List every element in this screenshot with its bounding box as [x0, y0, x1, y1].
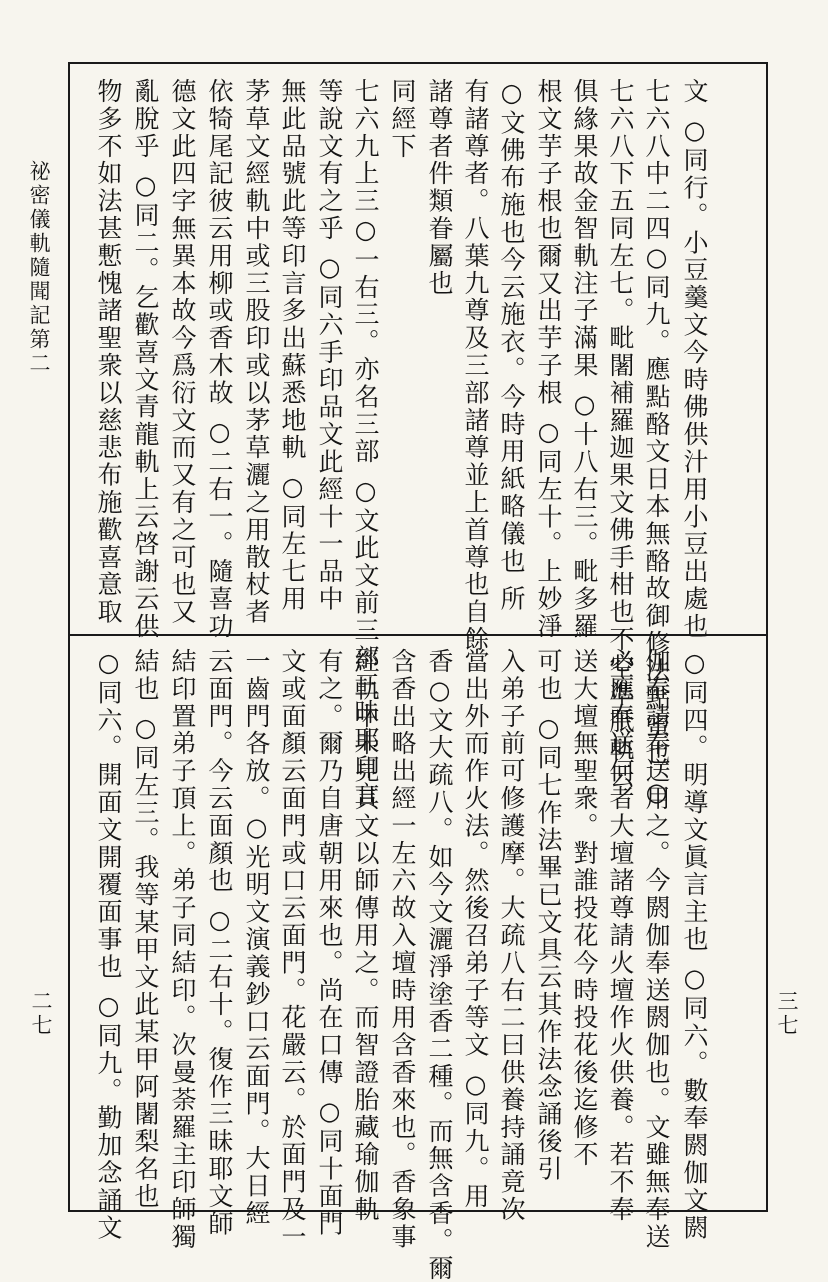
text-column: 亂脫乎 ○同二。乞歡喜文青龍軌上云啓謝云供 — [131, 78, 160, 641]
text-column: 結印置弟子頂上。弟子同結印。次曼荼羅主印師獨 — [168, 648, 197, 1251]
text-column: 香○文大疏八。如今文灑淨塗香二種。而無含香。爾 — [425, 648, 454, 1282]
text-column: 可也 ○同七作法畢已文具云其作法念誦後引 — [534, 648, 563, 1183]
text-column: 一齒門各放。○光明文演義鈔口云面門。大日經 — [242, 648, 271, 1228]
text-column: 依犄尾記彼云用柳或香木故 ○二右一。隨喜功 — [205, 78, 234, 641]
page-number-right: 三七 — [775, 990, 799, 1038]
text-column: 必應奉送何者大壇諸尊請火壇作火供養。若不奉 — [606, 648, 635, 1224]
text-column: 同經下 — [388, 78, 417, 161]
text-column: 七六八下五同左七。毗闍補羅迦果文佛手柑也不空準胝軌云 — [606, 78, 635, 791]
text-column: 諸尊者件類眷屬也 — [425, 78, 454, 298]
text-column: 文 ○同行。小豆羹文今時佛供汁用小豆出處也 — [680, 78, 709, 641]
text-column: 無此品號此等印言多出蘇悉地軌 ○同左七用 — [278, 78, 307, 613]
text-column: 物多不如法甚慙愧諸聖衆以慈悲布施歡喜意取 — [94, 78, 123, 626]
text-column: ○文佛布施也今云施衣。今時用紙略儀也 所 — [497, 78, 526, 613]
text-column: 文或面顏云面門或口云面門。花嚴云。於面門及一 — [278, 648, 307, 1251]
text-column: 七六八中二四○同九。應點酪文日本無酪故御修法點蜜也 ○ — [642, 78, 671, 809]
text-column: 含香出略出經一左六故入壇時用含香來也。香象事 — [388, 648, 417, 1251]
text-column: ○同六。開面文開覆面事也 ○同九。勤加念誦文 — [94, 648, 123, 1242]
page-number-left: 二七 — [29, 990, 53, 1038]
text-column: 經軌中未見其文以師傳用之。而智證胎藏瑜伽軌 — [351, 648, 380, 1224]
text-column: 結也 ○同左三。我等某甲文此某甲阿闍梨名也 — [131, 648, 160, 1211]
text-column: 等說文有之乎 ○同六手印品文此經十一品中 — [315, 78, 344, 613]
text-column: 入弟子前可修護摩。大疏八右二曰供養持誦竟次 — [497, 648, 526, 1224]
text-column: 有之。爾乃自唐朝用來也。尚在口傳 ○同十面門 — [315, 648, 344, 1238]
text-column: 伽奉請奉送用之。今閼伽奉送閼伽也。文雖無奉送 — [642, 648, 671, 1251]
text-column: 根文芋子根也爾又出芋子根 ○同左十。上妙淨 — [534, 78, 563, 641]
text-column: 送大壇無聖衆。對誰投花今時投花後迄修不 — [570, 648, 599, 1169]
text-column: 當出外而作火法。然後召弟子等文 ○同九。用 — [461, 648, 490, 1211]
text-column: 茅草文經軌中或三股印或以茅草灑之用散杖者 — [242, 78, 271, 626]
text-column: 德文此四字無異本故今爲衍文而又有之可也又 — [168, 78, 197, 626]
text-column: 七六九上三○一右三。亦名三部 ○文此文前三部三昧耶印言 — [351, 78, 380, 809]
text-column: 云面門。今云面顏也 ○二右十。復作三昧耶文師 — [205, 648, 234, 1238]
book-title: 祕密儀軌隨聞記第二 — [27, 160, 51, 376]
text-column: 俱緣果故金智軌注子滿果 ○十八右三。毗多羅 — [570, 78, 599, 641]
text-column: 有諸尊者。八葉九尊及三部諸尊並上首尊也自餘 — [461, 78, 490, 654]
text-column: ○同四。明導文眞言主也 ○同六。數奉閼伽文閼 — [680, 648, 709, 1242]
